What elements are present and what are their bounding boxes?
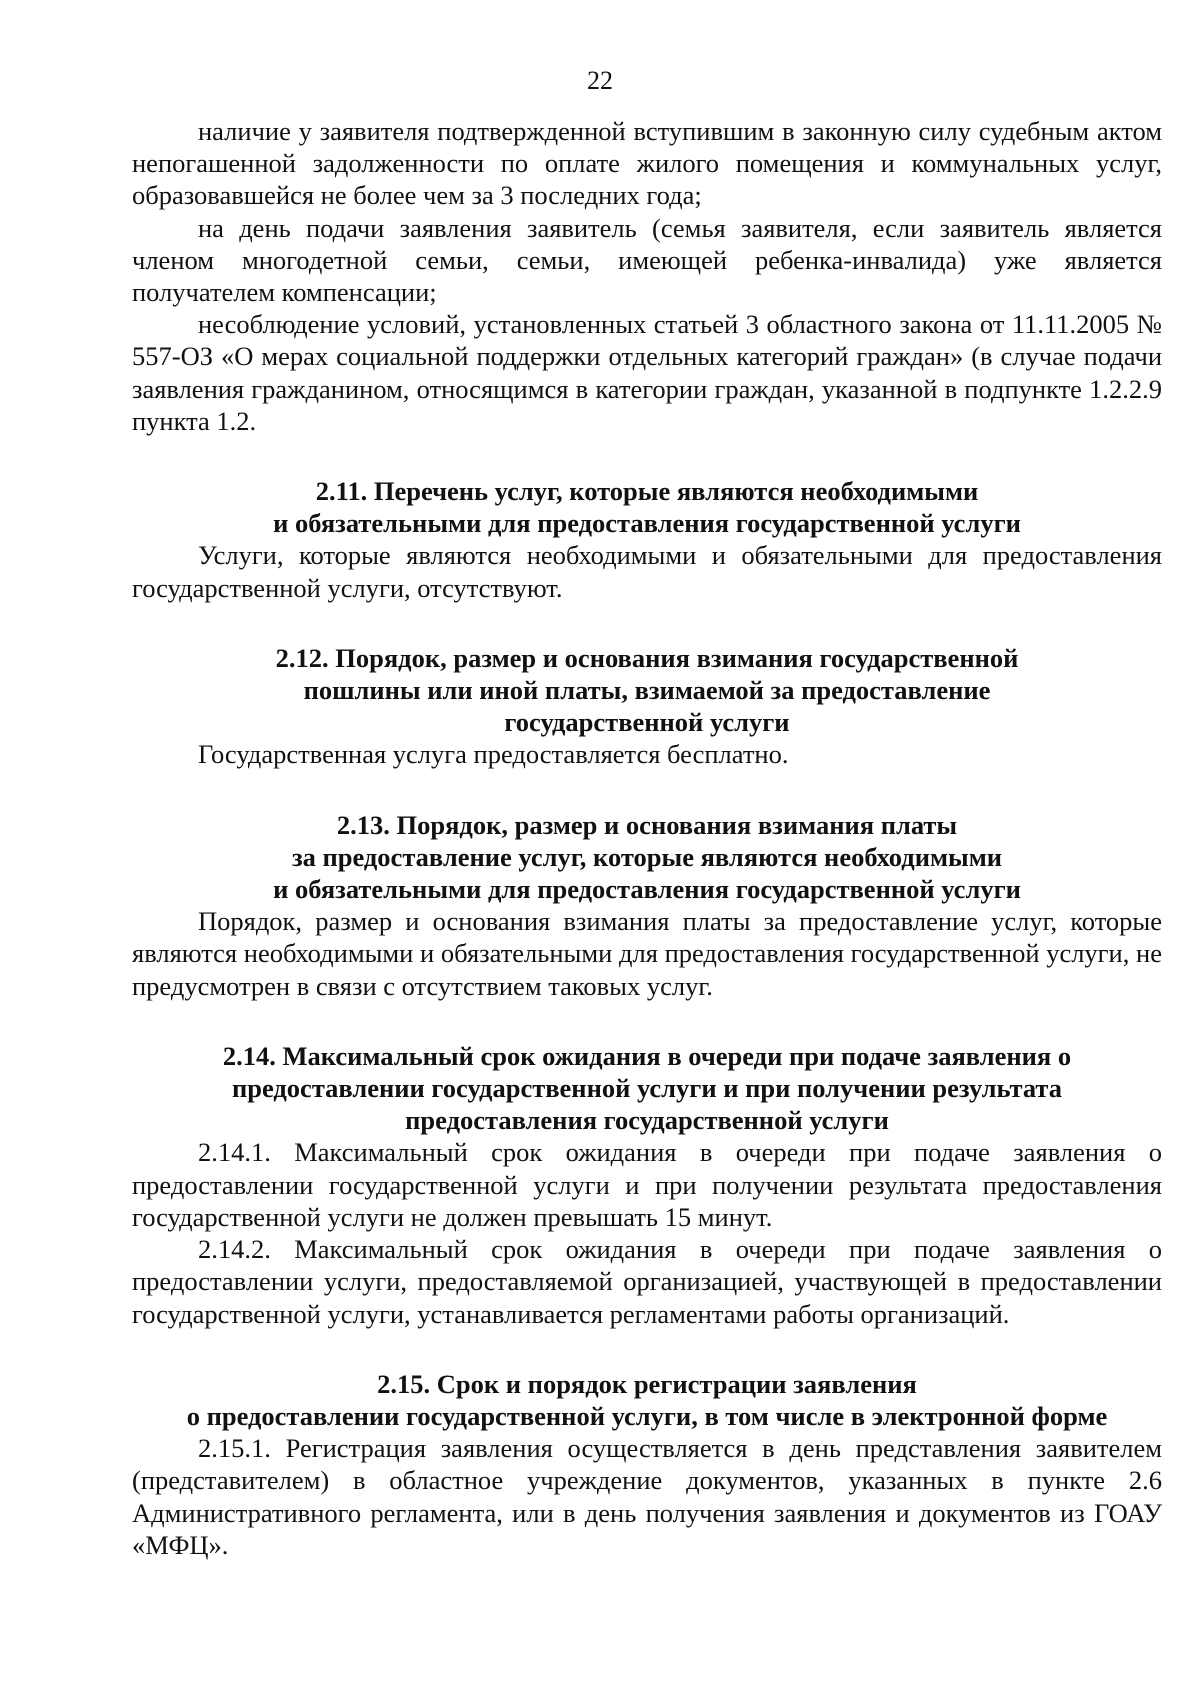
paragraph-already-recipient: на день подачи заявления заявитель (семья заявителя, если заявитель является членом многодетной семьи, семьи, имеющей ребенка-инвалида) уже является получателем компенсации; <box>132 212 1162 308</box>
document-body <box>132 115 1162 1561</box>
section-heading-2-12 <box>132 642 1162 739</box>
paragraph-debt-condition: наличие у заявителя подтвержденной вступившим в законную силу судебным актом непогашенной задолженности по оплате жилого помещения и коммунальных услуг, образовавшейся не более чем за 3 последних года; <box>132 116 1162 211</box>
heading-line: предоставлении государственной услуги и при получении результата <box>231 1073 1062 1104</box>
heading-line: о предоставлении государственной услуги, в том числе в электронной форме <box>186 1400 1108 1431</box>
paragraph-2-14-1: 2.14.1. Максимальный срок ожидания в очереди при подаче заявления о предоставлении государственной услуги и при получении результата предоставления государственной услуги не должен превышать 15 минут. <box>132 1137 1162 1232</box>
heading-line: и обязательными для предоставления государственной услуги <box>273 508 1021 539</box>
paragraph-conditions-law: несоблюдение условий, установленных статьей 3 областного закона от 11.11.2005 № 557-ОЗ «О мерах социальной поддержки отдельных категорий граждан» (в случае подачи заявления гражданином, относящимся в категории граждан, указанной в подпункте 1.2.2.9 пункта 1.2. <box>132 309 1162 436</box>
heading-line: государственной услуги <box>504 707 790 738</box>
section-heading-2-14 <box>132 1040 1162 1137</box>
paragraph-2-15-1: 2.15.1. Регистрация заявления осуществляется в день представления заявителем (представителем) в областное учреждение документов, указанных в пункте 2.6 Административного регламента, или в день получения заявления и документов из ГОАУ «МФЦ». <box>132 1433 1162 1560</box>
paragraph-2-13: Порядок, размер и основания взимания платы за предоставление услуг, которые являются необходимыми и обязательными для предоставления государственной услуги, не предусмотрен в связи с отсутствием таковых услуг. <box>132 906 1162 1001</box>
heading-line: 2.15. Срок и порядок регистрации заявления <box>377 1368 917 1399</box>
heading-line: 2.11. Перечень услуг, которые являются необходимыми <box>315 476 979 507</box>
page-number: 22 <box>587 66 613 95</box>
heading-line: 2.13. Порядок, размер и основания взимания платы <box>336 809 958 840</box>
paragraph-2-11: Услуги, которые являются необходимыми и обязательными для предоставления государственной услуги, отсутствуют. <box>132 540 1162 603</box>
heading-line: пошлины или иной платы, взимаемой за предоставление <box>303 675 991 706</box>
paragraph-2-14-2: 2.14.2. Максимальный срок ожидания в очереди при подаче заявления о предоставлении услуги, предоставляемой организацией, участвующей в предоставлении государственной услуги, устанавливается регламентами работы организаций. <box>132 1234 1162 1329</box>
heading-line: 2.12. Порядок, размер и основания взимания государственной <box>275 642 1019 673</box>
heading-line: 2.14. Максимальный срок ожидания в очереди при подаче заявления о <box>222 1040 1072 1071</box>
heading-line: предоставления государственной услуги <box>405 1105 889 1136</box>
heading-line: за предоставление услуг, которые являются необходимыми <box>291 841 1003 872</box>
paragraph-2-12: Государственная услуга предоставляется бесплатно. <box>198 739 789 770</box>
heading-line: и обязательными для предоставления государственной услуги <box>273 874 1021 905</box>
section-heading-2-11 <box>132 475 1162 539</box>
section-heading-2-13 <box>132 809 1162 906</box>
section-heading-2-15 <box>132 1368 1162 1432</box>
